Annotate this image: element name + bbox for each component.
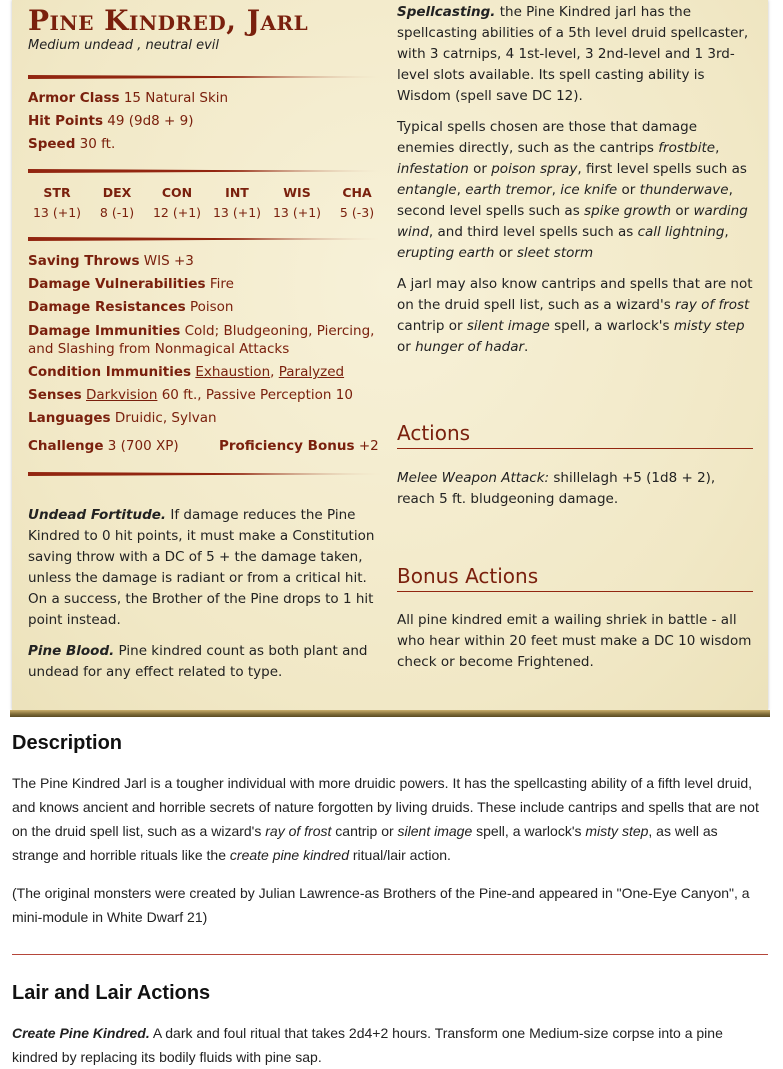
- darkvision-link[interactable]: Darkvision: [86, 387, 158, 403]
- exhaustion-link[interactable]: Exhaustion: [195, 364, 271, 380]
- divider: [28, 169, 386, 173]
- speed: Speed 30 ft.: [28, 136, 116, 152]
- damage-immunities: Damage Immunities Cold; Bludgeoning, Piercing, and Slashing from Nonmagical Attacks: [28, 323, 375, 357]
- spellcasting-paragraph-3: A jarl may also know cantrips and spells that are not on the druid spell list, such as a wizard's ray of frost cantrip or silent image spell, a warlock's misty step or hunger of hadar.: [397, 276, 753, 355]
- lair-heading: Lair and Lair Actions: [12, 982, 211, 1004]
- ability-dex: DEX 8 (-1): [99, 185, 135, 220]
- trait-pine-blood: Pine Blood. Pine kindred count as both plant and undead for any effect related to type.: [28, 643, 368, 680]
- monster-name: Pine Kindred, Jarl: [28, 4, 309, 37]
- challenge-row: [28, 435, 386, 458]
- ability-int: INT 13 (+1): [212, 185, 262, 220]
- stat-block-right-column: [397, 0, 753, 670]
- detail-stats: [28, 250, 386, 458]
- ability-str: STR 13 (+1): [32, 185, 82, 220]
- spellcasting-paragraph-1: Spellcasting. the Pine Kindred jarl has the spellcasting abilities of a 5th level druid spellcaster, with 3 catrnips, 4 1st-level, 3 2nd-level and 1 3rd-level slots available. Its spell casting ability is Wisdom (spell save DC 12).: [397, 4, 749, 104]
- ability-wis: WIS 13 (+1): [272, 185, 322, 220]
- condition-immunities: Condition Immunities Exhaustion, Paralyzed: [28, 364, 345, 380]
- ability-con: CON 12 (+1): [152, 185, 202, 220]
- senses: Senses Darkvision 60 ft., Passive Perception 10: [28, 387, 353, 403]
- armor-class: Armor Class 15 Natural Skin: [28, 90, 229, 106]
- damage-vulnerabilities: Damage Vulnerabilities Fire: [28, 276, 234, 292]
- bonus-action-wailing-shriek: All pine kindred emit a wailing shriek in battle - all who hear within 20 feet must make a DC 10 wisdom check or become Frightened.: [397, 612, 752, 670]
- action-melee-weapon-attack: Melee Weapon Attack: shillelagh +5 (1d8 + 2), reach 5 ft. bludgeoning damage.: [397, 470, 716, 507]
- hit-points: Hit Points 49 (9d8 + 9): [28, 113, 194, 129]
- spellcasting-paragraph-2: Typical spells chosen are those that damage enemies directly, such as the cantrips frostbite, infestation or poison spray, first level spells such as entangle, earth tremor, ice knife or thunderwave, second level spells such as spike growth or warding wind, and third level spells such as call lightning, erupting earth or sleet storm: [397, 119, 748, 261]
- actions-heading: Actions: [397, 420, 753, 449]
- divider: [28, 472, 386, 476]
- saving-throws: Saving Throws WIS +3: [28, 253, 194, 269]
- stat-block-left-column: [28, 0, 386, 683]
- description-paragraph-2: (The original monsters were created by Julian Lawrence-as Brothers of the Pine-and appeared in "One-Eye Canyon", a mini-module in White Dwarf 21): [12, 885, 750, 925]
- basic-stats: [28, 87, 386, 156]
- divider: [28, 75, 386, 79]
- stat-block: [12, 0, 768, 710]
- divider: [28, 237, 386, 241]
- description-heading: Description: [12, 732, 123, 754]
- bonus-actions-heading: Bonus Actions: [397, 563, 753, 592]
- challenge: Challenge 3 (700 XP): [28, 438, 179, 454]
- stat-block-bottom-border: [10, 710, 770, 717]
- damage-resistances: Damage Resistances Poison: [28, 299, 234, 315]
- languages: Languages Druidic, Sylvan: [28, 410, 217, 426]
- description-paragraph-1: The Pine Kindred Jarl is a tougher individual with more druidic powers. It has the spellcasting ability of a fifth level druid, and knows ancient and horrible secrets of nature forgotten by living druids. These include cantrips and spells that are not on the druid spell list, such as a wizard's ray of frost cantrip or silent image spell, a warlock's misty step, as well as strange and horrible rituals like the create pine kindred ritual/lair action.: [12, 775, 759, 863]
- lair-action-create-pine-kindred: Create Pine Kindred. A dark and foul ritual that takes 2d4+2 hours. Transform one Medium-size corpse into a pine kindred by replacing its bodily fluids with pine sap.: [12, 1025, 723, 1065]
- proficiency-bonus: Proficiency Bonus +2: [218, 438, 379, 454]
- ability-cha: CHA 5 (-3): [339, 185, 375, 220]
- monster-subtitle: Medium undead , neutral evil: [28, 38, 220, 53]
- ability-scores: [28, 183, 386, 223]
- paralyzed-link[interactable]: Paralyzed: [278, 364, 345, 380]
- section-divider: [12, 954, 768, 955]
- trait-undead-fortitude: Undead Fortitude. If damage reduces the Pine Kindred to 0 hit points, it must make a Constitution saving throw with a DC of 5 + the damage taken, unless the damage is radiant or from a critical hit. On a success, the Brother of the Pine drops to 1 hit point instead.: [28, 507, 375, 628]
